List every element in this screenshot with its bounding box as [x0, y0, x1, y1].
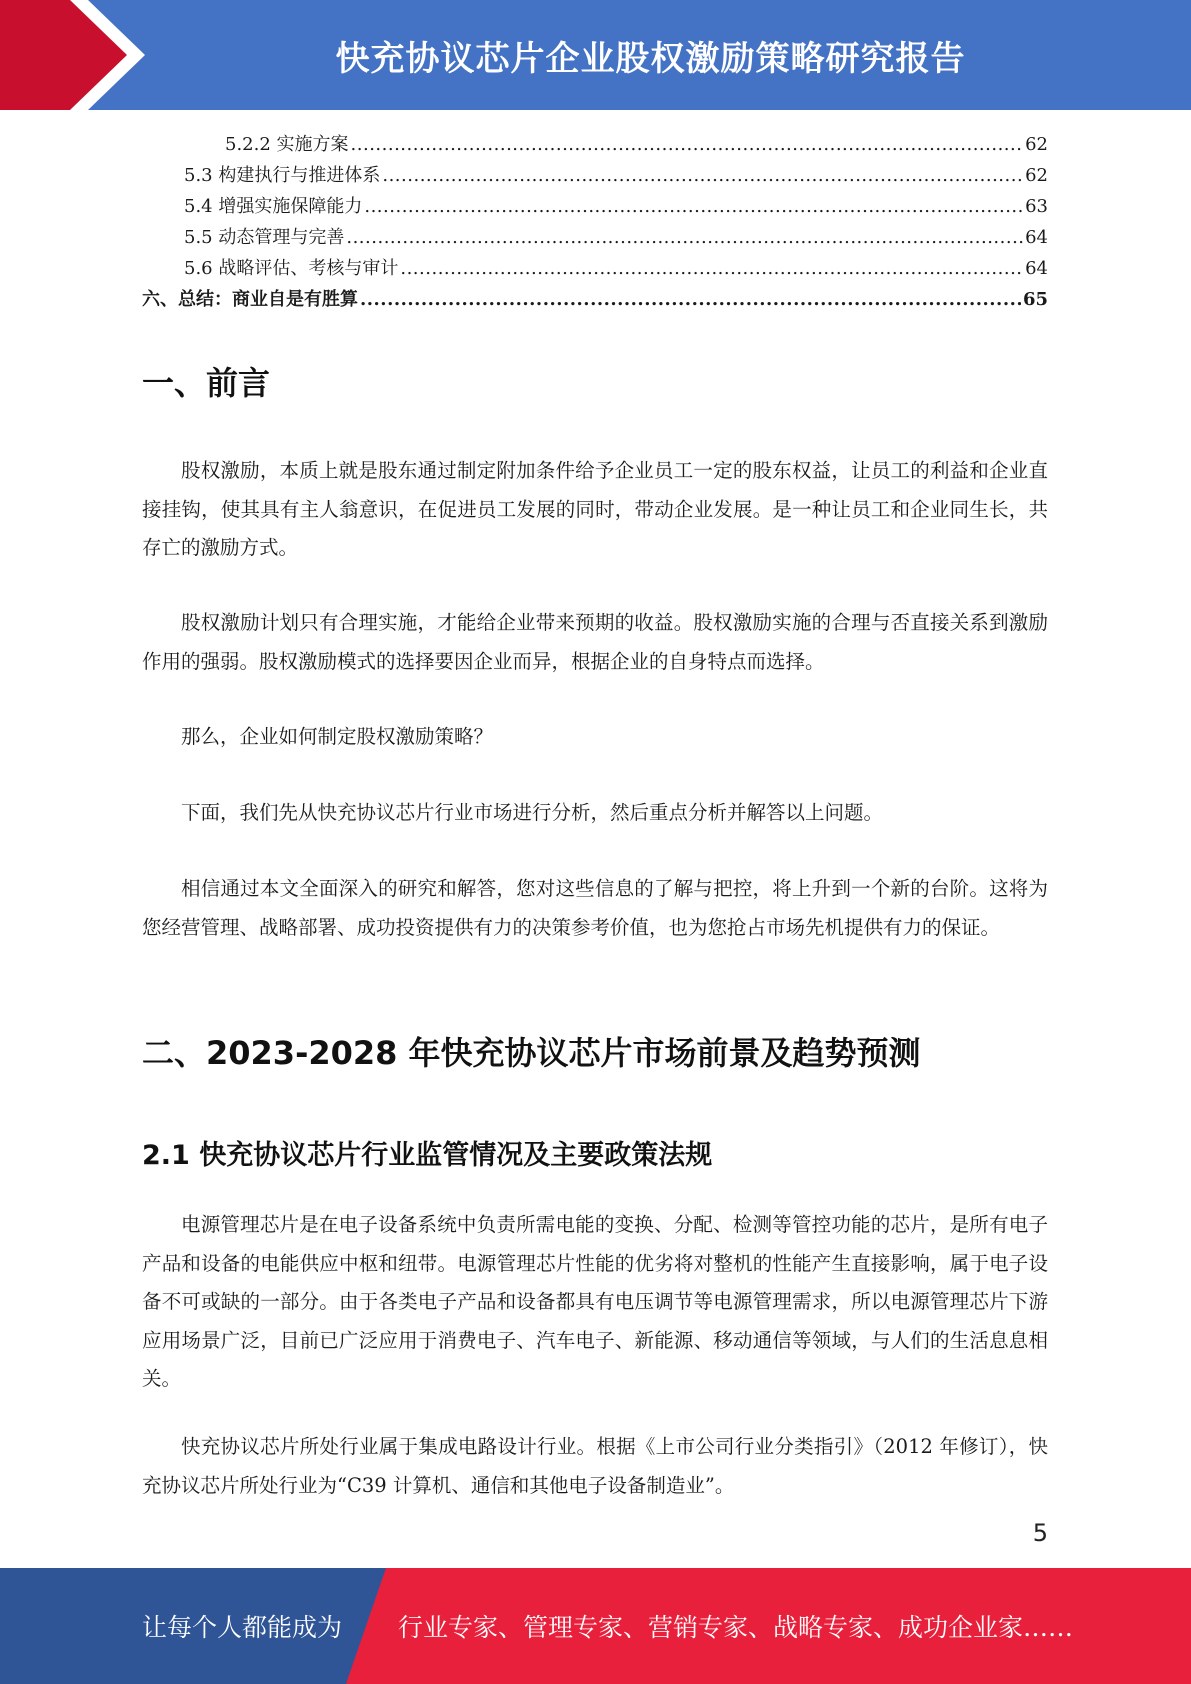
toc-entry-label: 5.6 战略评估、考核与审计	[184, 258, 399, 279]
toc-entry-page: 63	[1025, 196, 1048, 217]
toc-dot-leader	[351, 134, 1024, 155]
toc-entry-page: 64	[1025, 227, 1048, 248]
toc-entry-page: 65	[1022, 289, 1048, 310]
header-red-arrow-decoration	[0, 0, 150, 110]
report-title: 快充协议芯片企业股权激励策略研究报告	[335, 38, 966, 79]
toc-dot-leader	[382, 165, 1023, 186]
toc-entry-label: 5.4 增强实施保障能力	[184, 196, 363, 217]
toc-entry-page: 62	[1025, 165, 1048, 186]
toc-entry-page: 64	[1025, 258, 1048, 279]
body-paragraph: 股权激励，本质上就是股东通过制定附加条件给予企业员工一定的股东权益，让员工的利益和企业直接挂钩，使其具有主人翁意识，在促进员工发展的同时，带动企业发展。是一种让员工和企业同生长，共存亡的激励方式。	[142, 459, 1048, 559]
toc-entry-label: 5.2.2 实施方案	[225, 134, 349, 155]
footer-slogan-left: 让每个人都能成为	[142, 1613, 343, 1642]
section-heading: 二、2023-2028 年快充协议芯片市场前景及趋势预测	[142, 1034, 921, 1072]
toc-entry[interactable]	[142, 192, 1048, 223]
toc-entry[interactable]	[142, 130, 1048, 161]
toc-entry[interactable]	[142, 223, 1048, 254]
body-paragraph: 股权激励计划只有合理实施，才能给企业带来预期的收益。股权激励实施的合理与否直接关系到激励作用的强弱。股权激励模式的选择要因企业而异，根据企业的自身特点而选择。	[142, 611, 1048, 673]
toc-dot-leader	[346, 227, 1023, 248]
body-paragraph: 那么，企业如何制定股权激励策略？	[181, 725, 494, 748]
footer-slogan-right: 行业专家、管理专家、营销专家、战略专家、成功企业家……	[398, 1613, 1074, 1642]
toc-entry-page: 62	[1025, 134, 1048, 155]
body-paragraph: 相信通过本文全面深入的研究和解答，您对这些信息的了解与把控，将上升到一个新的台阶。这将为您经营管理、战略部署、成功投资提供有力的决策参考价值，也为您抢占市场先机提供有力的保证。	[142, 877, 1048, 939]
page-footer	[0, 1568, 1191, 1684]
toc-entry-label: 5.3 构建执行与推进体系	[184, 165, 381, 186]
toc-entry[interactable]	[142, 254, 1048, 285]
subsection-heading: 2.1 快充协议芯片行业监管情况及主要政策法规	[142, 1140, 713, 1171]
table-of-contents	[142, 130, 1048, 316]
toc-dot-leader	[364, 196, 1023, 217]
toc-entry[interactable]	[142, 285, 1048, 316]
body-paragraph: 快充协议芯片所处行业属于集成电路设计行业。根据《上市公司行业分类指引》（2012 年修订），快充协议芯片所处行业为“C39 计算机、通信和其他电子设备制造业”。	[142, 1435, 1048, 1497]
toc-dot-leader	[400, 258, 1023, 279]
body-paragraph: 电源管理芯片是在电子设备系统中负责所需电能的变换、分配、检测等管控功能的芯片，是所有电子产品和设备的电能供应中枢和纽带。电源管理芯片性能的优劣将对整机的性能产生直接影响，属于电子设备不可或缺的一部分。由于各类电子产品和设备都具有电压调节等电源管理需求，所以电源管理芯片下游应用场景广泛，目前已广泛应用于消费电子、汽车电子、新能源、移动通信等领域，与人们的生活息息相关。	[142, 1213, 1048, 1390]
toc-entry-label: 六、总结：商业自是有胜算	[142, 289, 358, 310]
body-paragraph: 下面，我们先从快充协议芯片行业市场进行分析，然后重点分析并解答以上问题。	[181, 801, 884, 824]
toc-dot-leader	[360, 289, 1021, 310]
section-heading: 一、前言	[142, 364, 271, 402]
toc-entry[interactable]	[142, 161, 1048, 192]
toc-entry-label: 5.5 动态管理与完善	[184, 227, 345, 248]
page-header	[0, 0, 1191, 110]
page-number: 5	[1032, 1519, 1048, 1547]
